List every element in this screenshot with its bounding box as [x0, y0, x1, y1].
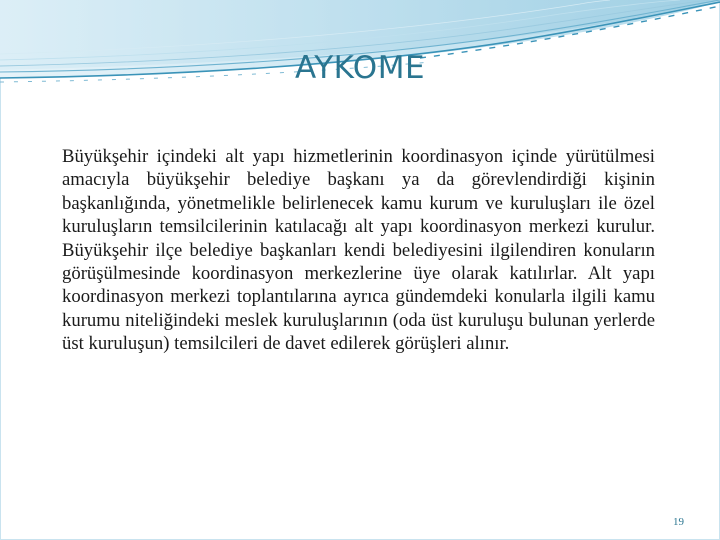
slide-body-text: Büyükşehir içindeki alt yapı hizmetlerinin koordinasyon içinde yürütülmesi amacıyla büyükşehir belediye başkanı ya da görevlendirdiği kişinin başkanlığında, yönetmelikle belirlenecek kamu kurum ve kuruluşları ile özel kuruluşların temsilcilerinin katılacağı alt yapı koordinasyon merkezi kurulur. Büyükşehir ilçe belediye başkanları kendi belediyesini ilgilendiren konuların görüşülmesinde koordinasyon merkezlerine üye olarak katılırlar. Alt yapı koordinasyon merkezi toplantılarına ayrıca gündemdeki konularla ilgili kamu kurumu niteliğindeki meslek kuruluşlarının (oda üst kuruluşu bulunan yerlerde üst kuruluşun) temsilcileri de davet edilerek görüşleri alınır. [62, 146, 655, 355]
slide-title: AYKOME [294, 50, 426, 86]
page-number: 19 [673, 516, 684, 528]
